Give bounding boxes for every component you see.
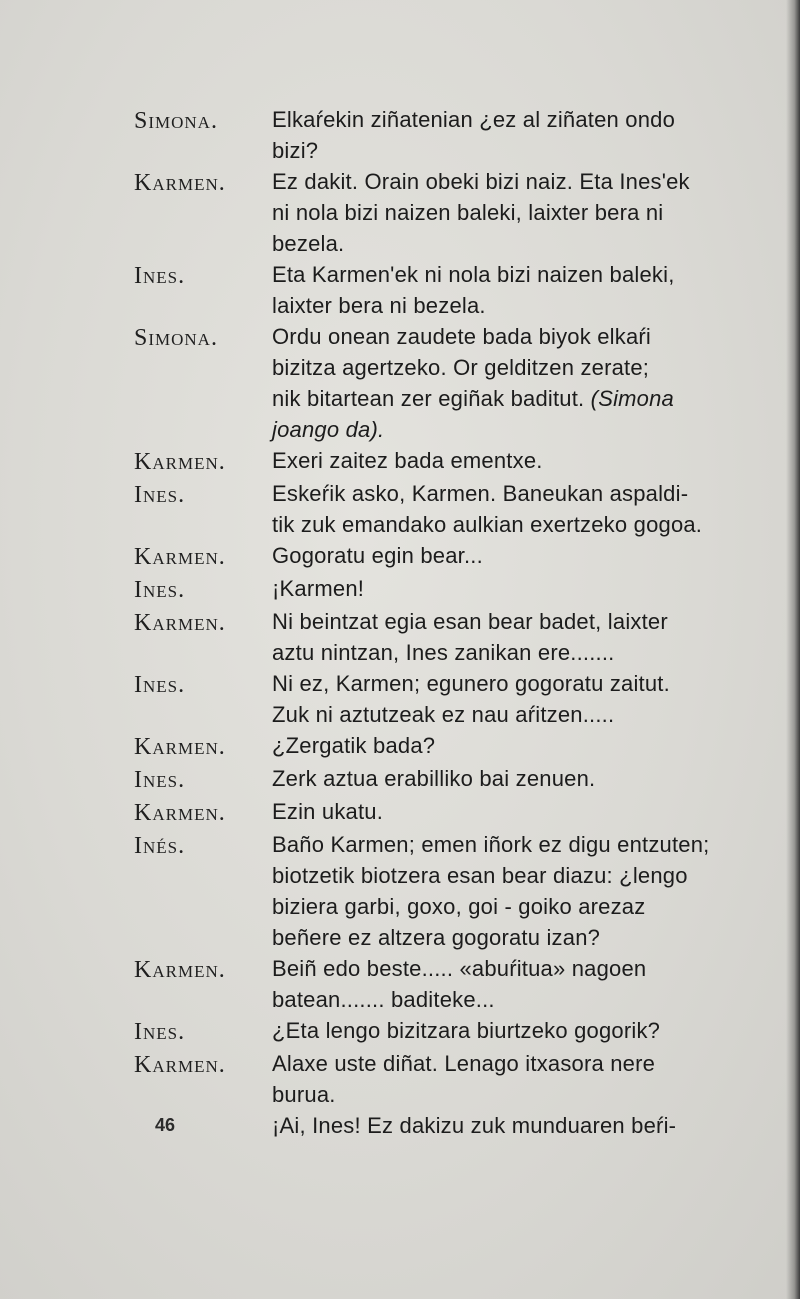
speaker-name: Karmen.	[134, 734, 226, 760]
dialogue-line	[134, 763, 754, 796]
speech-text	[272, 478, 754, 540]
dialogue-line	[134, 1015, 754, 1048]
dialogue-line	[134, 573, 754, 606]
speech-line: laixter bera ni bezela.	[272, 293, 486, 318]
speech-line: Ordu onean zaudete bada biyok elkaŕi	[272, 324, 652, 349]
speech-text	[272, 953, 754, 1015]
speech-line: ¿Zergatik bada?	[272, 733, 436, 758]
speech-line: Zerk aztua erabilliko bai zenuen.	[272, 766, 596, 791]
dialogue-line	[134, 829, 754, 953]
speaker-name: Karmen.	[134, 610, 226, 636]
speech-line: ni nola bizi naizen baleki, laixter bera ni	[272, 200, 664, 225]
speech-line: bezela.	[272, 231, 345, 256]
speech-line: Gogoratu egin bear...	[272, 543, 483, 568]
speech-text	[272, 573, 754, 604]
speech-line: burua.	[272, 1082, 336, 1107]
speech-text	[272, 1048, 754, 1141]
speaker-name: Simona.	[134, 325, 218, 351]
dialogue-line	[134, 259, 754, 321]
dialogue-line	[134, 478, 754, 540]
speech-line: ¡Karmen!	[272, 576, 365, 601]
speech-line: Beiñ edo beste..... «abuŕitua» nagoen	[272, 956, 647, 981]
speech-text	[272, 445, 754, 476]
speech-line: Eta Karmen'ek ni nola bizi naizen baleki,	[272, 262, 675, 287]
speech-text	[272, 796, 754, 827]
speech-line: Alaxe uste diñat. Lenago itxasora nere	[272, 1051, 656, 1076]
speech-line: ¿Eta lengo bizitzara biurtzeko gogorik?	[272, 1018, 661, 1043]
speech-text	[272, 1015, 754, 1046]
speaker-name: Ines.	[134, 1019, 186, 1045]
dialogue-line	[134, 445, 754, 478]
dialogue-line	[134, 166, 754, 259]
speech-line: biotzetik biotzera esan bear diazu: ¿lengo	[272, 863, 688, 888]
speech-line: batean....... baditeke...	[272, 987, 495, 1012]
speech-text	[272, 730, 754, 761]
speaker-name: Karmen.	[134, 449, 226, 475]
speech-line: Baño Karmen; emen iñork ez digu entzuten;	[272, 832, 710, 857]
dialogue-line	[134, 730, 754, 763]
speaker-name: Ines.	[134, 577, 186, 603]
speech-line: Exeri zaitez bada ementxe.	[272, 448, 543, 473]
stage-direction: joango da).	[272, 417, 385, 442]
speech-line: Ni ez, Karmen; egunero gogoratu zaitut.	[272, 671, 670, 696]
speaker-name: Karmen.	[134, 170, 226, 196]
dialogue-line	[134, 1048, 754, 1141]
dialogue	[134, 104, 754, 1141]
dialogue-line	[134, 104, 754, 166]
speaker-name: Karmen.	[134, 957, 226, 983]
speech-text	[272, 321, 754, 445]
speech-line: Ezin ukatu.	[272, 799, 384, 824]
stage-direction: (Simona	[590, 386, 674, 411]
dialogue-line	[134, 540, 754, 573]
speech-text	[272, 259, 754, 321]
speaker-name: Ines.	[134, 263, 186, 289]
speaker-name: Karmen.	[134, 544, 226, 570]
speech-text	[272, 668, 754, 730]
speech-text	[272, 166, 754, 259]
dialogue-line	[134, 796, 754, 829]
speech-line: Elkaŕekin ziñatenian ¿ez al ziñaten ondo	[272, 107, 676, 132]
speech-text	[272, 606, 754, 668]
dialogue-line	[134, 606, 754, 668]
speech-line: biziera garbi, goxo, goi - goiko arezaz	[272, 894, 646, 919]
speech-text	[272, 829, 754, 953]
speech-line: Zuk ni aztutzeak ez nau aŕitzen.....	[272, 702, 615, 727]
speech-line: aztu nintzan, Ines zanikan ere.......	[272, 640, 615, 665]
speaker-name: Ines.	[134, 672, 186, 698]
speech-text	[272, 763, 754, 794]
speech-line: Ni beintzat egia esan bear badet, laixter	[272, 609, 668, 634]
speech-line: beñere ez altzera gogoratu izan?	[272, 925, 601, 950]
speech-line: Eskeŕik asko, Karmen. Baneukan aspaldi-	[272, 481, 689, 506]
speech-line: ¡Ai, Ines! Ez dakizu zuk munduaren beŕi-	[272, 1113, 677, 1138]
dialogue-line	[134, 668, 754, 730]
speaker-name: Karmen.	[134, 1052, 226, 1078]
speech-line: tik zuk emandako aulkian exertzeko gogoa.	[272, 512, 703, 537]
speaker-name: Simona.	[134, 108, 218, 134]
dialogue-line	[134, 321, 754, 445]
speaker-name: Inés.	[134, 833, 186, 859]
speech-text	[272, 104, 754, 166]
speaker-name: Ines.	[134, 767, 186, 793]
speech-line: Ez dakit. Orain obeki bizi naiz. Eta Ines'ek	[272, 169, 690, 194]
speech-line: bizi?	[272, 138, 319, 163]
speech-text	[272, 540, 754, 571]
speech-fragment: nik bitartean zer egiñak baditut.	[272, 386, 591, 411]
speech-line	[272, 383, 754, 414]
speaker-name: Ines.	[134, 482, 186, 508]
page-edge-shadow	[786, 0, 800, 1299]
speech-line: bizitza agertzeko. Or gelditzen zerate;	[272, 355, 650, 380]
dialogue-line	[134, 953, 754, 1015]
speaker-name: Karmen.	[134, 800, 226, 826]
page-number: 46	[155, 1115, 176, 1135]
